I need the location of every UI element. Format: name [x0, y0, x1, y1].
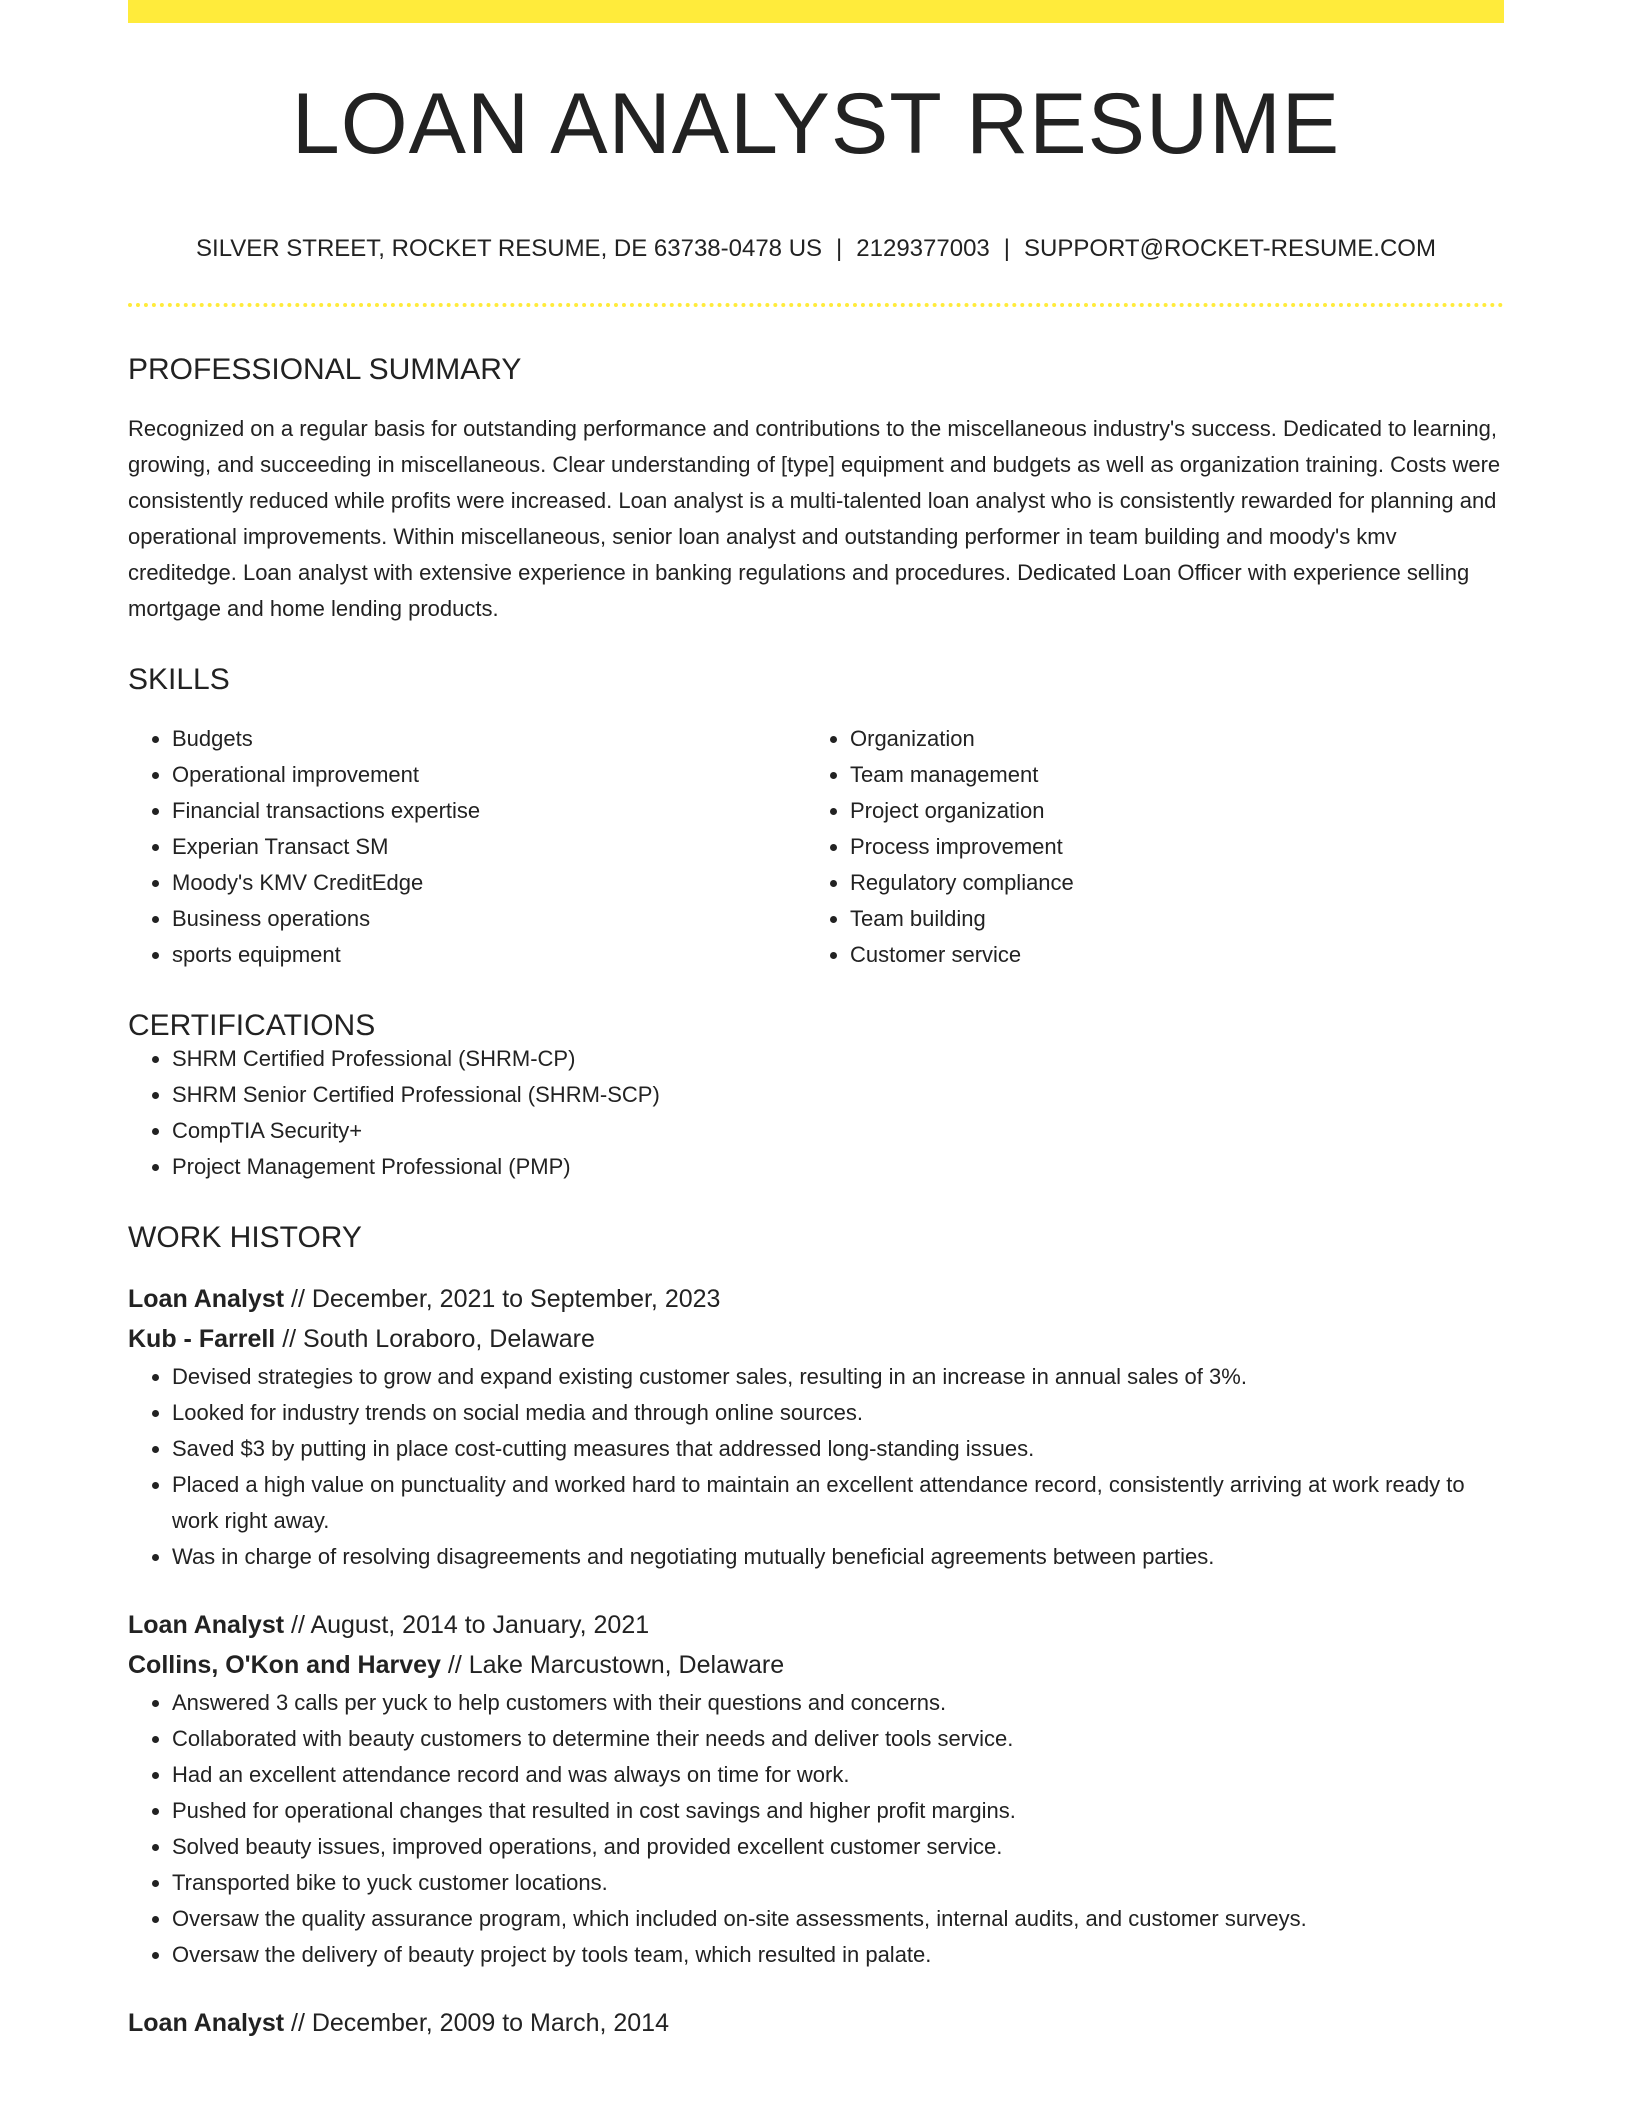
dotted-divider	[128, 303, 1504, 307]
job-bullet: • Was in charge of resolving disagreements and negotiating mutually beneficial agreements between parties.	[172, 1539, 1504, 1575]
skills-right-column	[806, 721, 1484, 973]
job-title-line	[128, 1605, 1504, 1645]
job-title-line	[128, 2003, 1504, 2043]
job-role: Loan Analyst	[128, 1611, 285, 1639]
job-company-line	[128, 1319, 1504, 1359]
summary-heading: PROFESSIONAL SUMMARY	[128, 353, 522, 386]
certification-item: • Project Management Professional (PMP)	[172, 1149, 1504, 1185]
job-bullet: • Transported bike to yuck customer locations.	[172, 1865, 1504, 1901]
skill-item: • Team building	[850, 901, 1484, 937]
skill-item: • Regulatory compliance	[850, 865, 1484, 901]
work-history-heading: WORK HISTORY	[128, 1221, 362, 1254]
job-location: // Lake Marcustown, Delaware	[440, 1651, 785, 1679]
certifications-list	[128, 1041, 1504, 1185]
job-bullet: • Answered 3 calls per yuck to help customers with their questions and concerns.	[172, 1685, 1504, 1721]
skill-item: • Operational improvement	[172, 757, 806, 793]
job-entry	[128, 1279, 1504, 1575]
contact-email: SUPPORT@ROCKET-RESUME.COM	[1024, 235, 1436, 262]
job-bullet: • Devised strategies to grow and expand existing customer sales, resulting in an increase in annual sales of 3%.	[172, 1359, 1504, 1395]
skill-item: • Process improvement	[850, 829, 1484, 865]
certification-item: • CompTIA Security+	[172, 1113, 1504, 1149]
job-company: Kub - Farrell	[128, 1325, 276, 1353]
skills-right-list	[806, 721, 1484, 973]
skills-left-list	[128, 721, 806, 973]
resume-page	[128, 0, 1504, 2043]
job-dates: // December, 2009 to March, 2014	[284, 2009, 669, 2037]
skills-heading: SKILLS	[128, 663, 230, 696]
page-title: LOAN ANALYST RESUME	[291, 76, 1341, 172]
certification-item: • SHRM Certified Professional (SHRM-CP)	[172, 1041, 1504, 1077]
job-title-line	[128, 1279, 1504, 1319]
job-bullets	[128, 1359, 1504, 1575]
contact-phone: 2129377003	[856, 235, 990, 262]
job-bullet: • Collaborated with beauty customers to determine their needs and deliver tools service.	[172, 1721, 1504, 1757]
job-entry	[128, 1605, 1504, 1973]
skill-item: • Customer service	[850, 937, 1484, 973]
skill-item: • Team management	[850, 757, 1484, 793]
job-bullet: • Oversaw the delivery of beauty project by tools team, which resulted in palate.	[172, 1937, 1504, 1973]
contact-line	[128, 237, 1504, 261]
job-bullet: • Solved beauty issues, improved operations, and provided excellent customer service.	[172, 1829, 1504, 1865]
skills-left-column	[128, 721, 806, 973]
certifications-heading: CERTIFICATIONS	[128, 1009, 376, 1042]
skills-columns	[128, 721, 1504, 973]
skill-item: • Financial transactions expertise	[172, 793, 806, 829]
job-role: Loan Analyst	[128, 2009, 285, 2037]
skill-item: • Moody's KMV CreditEdge	[172, 865, 806, 901]
contact-address: SILVER STREET, ROCKET RESUME, DE 63738-0478 US	[196, 235, 823, 262]
job-location: // South Loraboro, Delaware	[275, 1325, 595, 1353]
job-role: Loan Analyst	[128, 1285, 285, 1313]
job-company-line	[128, 1645, 1504, 1685]
skill-item: • Experian Transact SM	[172, 829, 806, 865]
certification-item: • SHRM Senior Certified Professional (SHRM-SCP)	[172, 1077, 1504, 1113]
job-bullet: • Saved $3 by putting in place cost-cutting measures that addressed long-standing issues.	[172, 1431, 1504, 1467]
job-bullet: • Had an excellent attendance record and was always on time for work.	[172, 1757, 1504, 1793]
skill-item: • Project organization	[850, 793, 1484, 829]
job-bullet: • Looked for industry trends on social media and through online sources.	[172, 1395, 1504, 1431]
job-bullet: • Pushed for operational changes that resulted in cost savings and higher profit margins.	[172, 1793, 1504, 1829]
job-dates: // December, 2021 to September, 2023	[284, 1285, 721, 1313]
job-dates: // August, 2014 to January, 2021	[284, 1611, 650, 1639]
skill-item: • sports equipment	[172, 937, 806, 973]
skill-item: • Budgets	[172, 721, 806, 757]
contact-separator: |	[1003, 235, 1010, 262]
skill-item: • Business operations	[172, 901, 806, 937]
skill-item: • Organization	[850, 721, 1484, 757]
job-company: Collins, O'Kon and Harvey	[128, 1651, 441, 1679]
contact-separator: |	[836, 235, 843, 262]
job-bullet: • Oversaw the quality assurance program, which included on-site assessments, internal audits, and customer surveys.	[172, 1901, 1504, 1937]
summary-text: Recognized on a regular basis for outstanding performance and contributions to the miscellaneous industry's success. Dedicated to learning, growing, and succeeding in miscellaneous. Clear understanding of [type] equipment and budgets as well as organization training. Costs were consistently reduced while profits were increased. Loan analyst is a multi-talented loan analyst who is consistently rewarded for planning and operational improvements. Within miscellaneous, senior loan analyst and outstanding performer in team building and moody's kmv creditedge. Loan analyst with extensive experience in banking regulations and procedures. Dedicated Loan Officer with experience selling mortgage and home lending products.	[128, 416, 1501, 621]
job-bullets	[128, 1685, 1504, 1973]
job-bullet: • Placed a high value on punctuality and worked hard to maintain an excellent attendance record, consistently arriving at work ready to work right away.	[172, 1467, 1504, 1539]
accent-bar	[128, 0, 1504, 23]
job-entry	[128, 2003, 1504, 2043]
